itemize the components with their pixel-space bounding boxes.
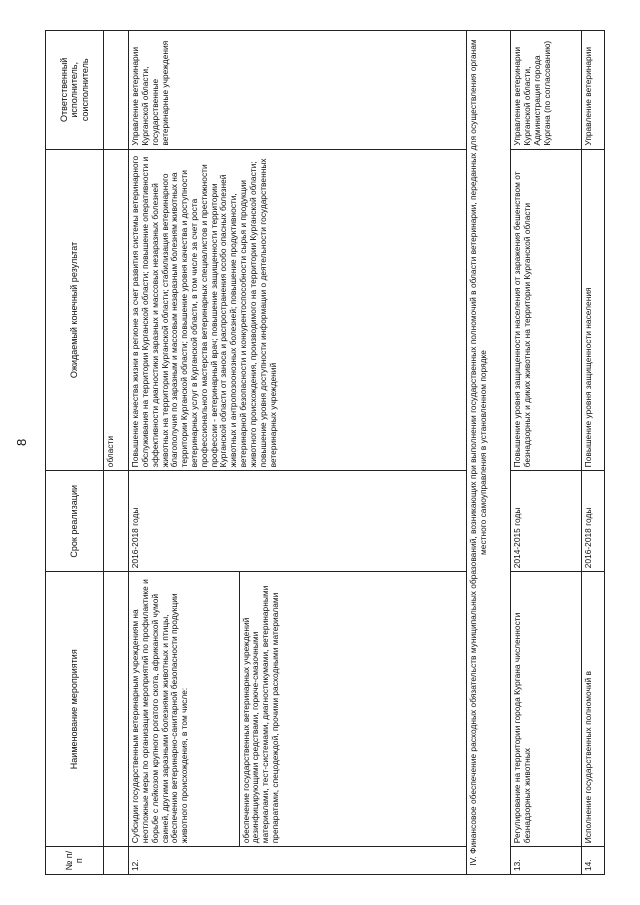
- table-row-14: [581, 31, 604, 875]
- section-row: [467, 31, 511, 875]
- row12-term: 2016-2018 годы: [129, 471, 467, 572]
- row13-term: 2014-2015 годы: [511, 471, 581, 572]
- header-term: Срок реализации: [46, 471, 104, 572]
- continuation-term: [103, 471, 128, 572]
- row14-result: Повышение уровня защищенности населения: [581, 149, 604, 471]
- program-activities-table: [45, 30, 605, 875]
- row13-num: 13.: [511, 847, 581, 875]
- row14-term: 2016-2018 годы: [581, 471, 604, 572]
- row13-name: Регулирование на территории города Кургана численности безнадзорных животных: [511, 572, 581, 847]
- rotated-page-content: [45, 30, 605, 875]
- continuation-name: [103, 572, 128, 847]
- continuation-result: области: [103, 149, 128, 471]
- section-4-title: IV. Финансовое обеспечение расходных обязательств муниципальных образований, возникающих при выполнении государственных полномочий в области ветеринарии, переданных для осуществления органам местного самоуправления в установленном порядке: [467, 31, 511, 875]
- continuation-row: [103, 31, 128, 875]
- row13-result: Повышение уровня защищенности населения от заражения бешенством от безнадзорных и диких животных на территории Курганской области: [511, 149, 581, 471]
- header-num: № п/п: [46, 847, 104, 875]
- table-header-row: [46, 31, 104, 875]
- header-name: Наименование мероприятия: [46, 572, 104, 847]
- continuation-num: [103, 847, 128, 875]
- row13-executor: Управление ветеринарии Курганской области, Администрация города Кургана (по согласованию): [511, 31, 581, 150]
- continuation-executor: [103, 31, 128, 150]
- row12-sub-name: обеспечение государственных ветеринарных учреждений дезинфицирующими средствами, горюче-смазочными материалами, тест-системами, диагностикумами, ветеринарными препаратами, спецодеждой, прочими расходными материалами: [239, 572, 467, 847]
- table-row-12: [129, 31, 240, 875]
- header-executor: Ответственный исполнитель, соисполнитель: [46, 31, 104, 150]
- table-row-13: [511, 31, 581, 875]
- header-result: Ожидаемый конечный результат: [46, 149, 104, 471]
- row12-num: 12.: [129, 847, 467, 875]
- row14-name: Исполнение государственных полномочий в: [581, 572, 604, 847]
- page-number: 8: [14, 438, 29, 446]
- row14-num: 14.: [581, 847, 604, 875]
- row12-result: Повышение качества жизни в регионе за счет развития системы ветеринарного обслуживания на территории Курганской области; повышение оперативности и эффективности диагностики заразных и массовых незаразных болезней животных на территории Курганской области; стабилизация ветеринарного благополучия по заразным и массовым незаразным болезням животных на территории Курганской области; повышение уровня качества и доступности ветеринарных услуг в Курганской области, в том числе за счет роста профессионального мастерства ветеринарных специалистов и престижности профессии - ветеринарный врач; повышение защищенности территории Курганской области от заноса и распространения особо опасных болезней животных и антропозоонозных болезней; повышение продуктивности, ветеринарной безопасности и конкурентоспособности сырья и продукции животного происхождения, производимого на территории Курганской области; повышение уровня доступности информации о деятельности государственных ветеринарных учреждений: [129, 149, 467, 471]
- row14-executor: Управление ветеринарии: [581, 31, 604, 150]
- row12-name: Субсидии государственным ветеринарным учреждениям на неотложные меры по организации мероприятий по профилактике и борьбе с лейкозом крупного рогатого скота, африканской чумой свиней, другими заразными болезнями животных и птицы, обеспечению ветеринарно-санитарной безопасности продукции животного происхождения, в том числе:: [129, 572, 240, 847]
- row12-executor: Управление ветеринарии Курганской области, государственные ветеринарные учреждения: [129, 31, 467, 150]
